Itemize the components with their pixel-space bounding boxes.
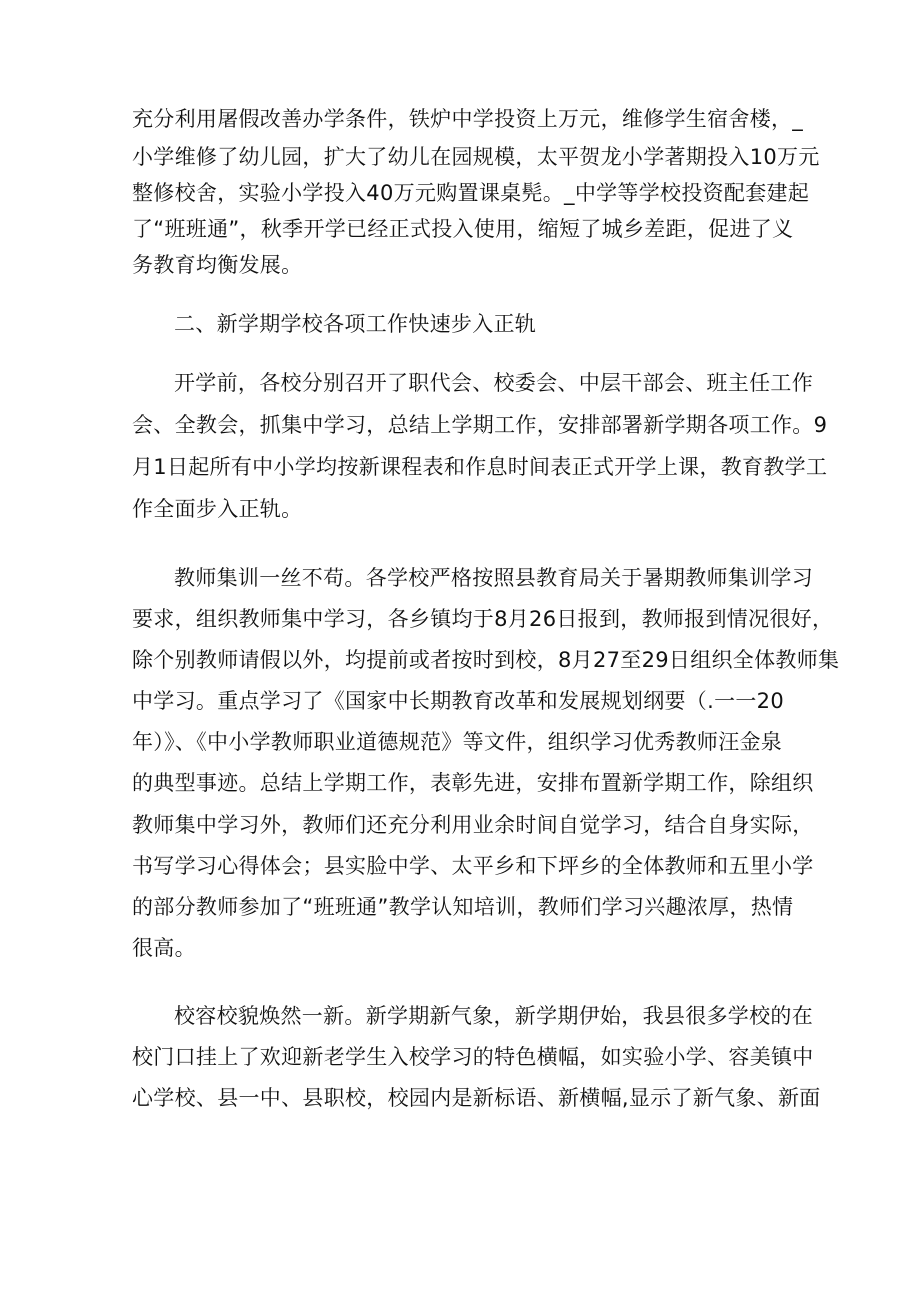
paragraph-2-line-4: 作全面步入正轨。	[132, 497, 303, 521]
paragraph-3-line-6: 的典型事迹。总结上学期工作，表彰先进，安排布置新学期工作，除组织	[132, 771, 814, 795]
paragraph-3-line-3: 除个别教师请假以外，均提前或者按时到校，8月27至29日组织全体教师集	[132, 648, 840, 672]
paragraph-2-line-2: 会、全教会，抓集中学习，总结上学期工作，安排部署新学期各项工作。9	[132, 413, 828, 437]
paragraph-3-line-8: 书写学习心得体会；县实脸中学、太平乡和下坪乡的全体教师和五里小学	[132, 854, 814, 878]
paragraph-3-line-9: 的部分教师参加了“班班通”教学认知培训，教师们学习兴趣浓厚，热情	[132, 895, 794, 919]
paragraph-3-line-7: 教师集中学习外，教师们还充分利用业余时间自觉学习，结合自身实际，	[132, 813, 814, 837]
paragraph-4-line-1: 校容校貌焕然一新。新学期新气象，新学期伊始，我县很多学校的在	[174, 1004, 813, 1028]
section-heading-2: 二、新学期学校各项工作快速步入正轨	[174, 312, 537, 336]
paragraph-2-line-1: 开学前，各校分别召开了职代会、校委会、中层干部会、班主任工作	[174, 371, 813, 395]
paragraph-4-line-2: 校门口挂上了欢迎新老学生入校学习的特色横幅，如实验小学、容美镇中	[132, 1045, 814, 1069]
paragraph-2-line-3: 月1日起所有中小学均按新课程表和作息时间表正式开学上课，教育教学工	[132, 455, 828, 479]
paragraph-4-line-3: 心学校、县一中、县职校，校园内是新标语、新横幅,显示了新气象、新面	[132, 1086, 821, 1110]
paragraph-3-line-4: 中学习。重点学习了《国家中长期教育改革和发展规划纲要（.一一20	[132, 689, 784, 713]
paragraph-1-line-3: 整修校舍，实验小学投入40万元购置课桌髡。_中学等学校投资配套建起	[132, 181, 810, 205]
paragraph-1-line-1: 充分利用屠假改善办学条件，铁炉中学投资上万元，维修学生宿舍楼，_	[132, 107, 804, 131]
paragraph-3-line-5: 年）》、《中小学教师职业道德规范》等文件，组织学习优秀教师汪金泉	[132, 730, 783, 754]
paragraph-3-line-10: 很高。	[132, 936, 196, 960]
paragraph-1-line-2: 小学维修了幼儿园，扩大了幼儿在园规模，太平贺龙小学著期投入10万元	[132, 145, 820, 169]
paragraph-1-line-5: 务教育均衡发展。	[132, 253, 303, 277]
paragraph-3-line-1: 教师集训一丝不苟。各学校严格按照县教育局关于暑期教师集训学习	[174, 566, 813, 590]
paragraph-1-line-4: 了“班班通”，秋季开学已经正式投入使用，缩短了城乡差距，促进了义	[132, 217, 794, 241]
paragraph-3-line-2: 要求，组织教师集中学习，各乡镇均于8月26日报到，教师报到情况很好，	[132, 607, 834, 631]
